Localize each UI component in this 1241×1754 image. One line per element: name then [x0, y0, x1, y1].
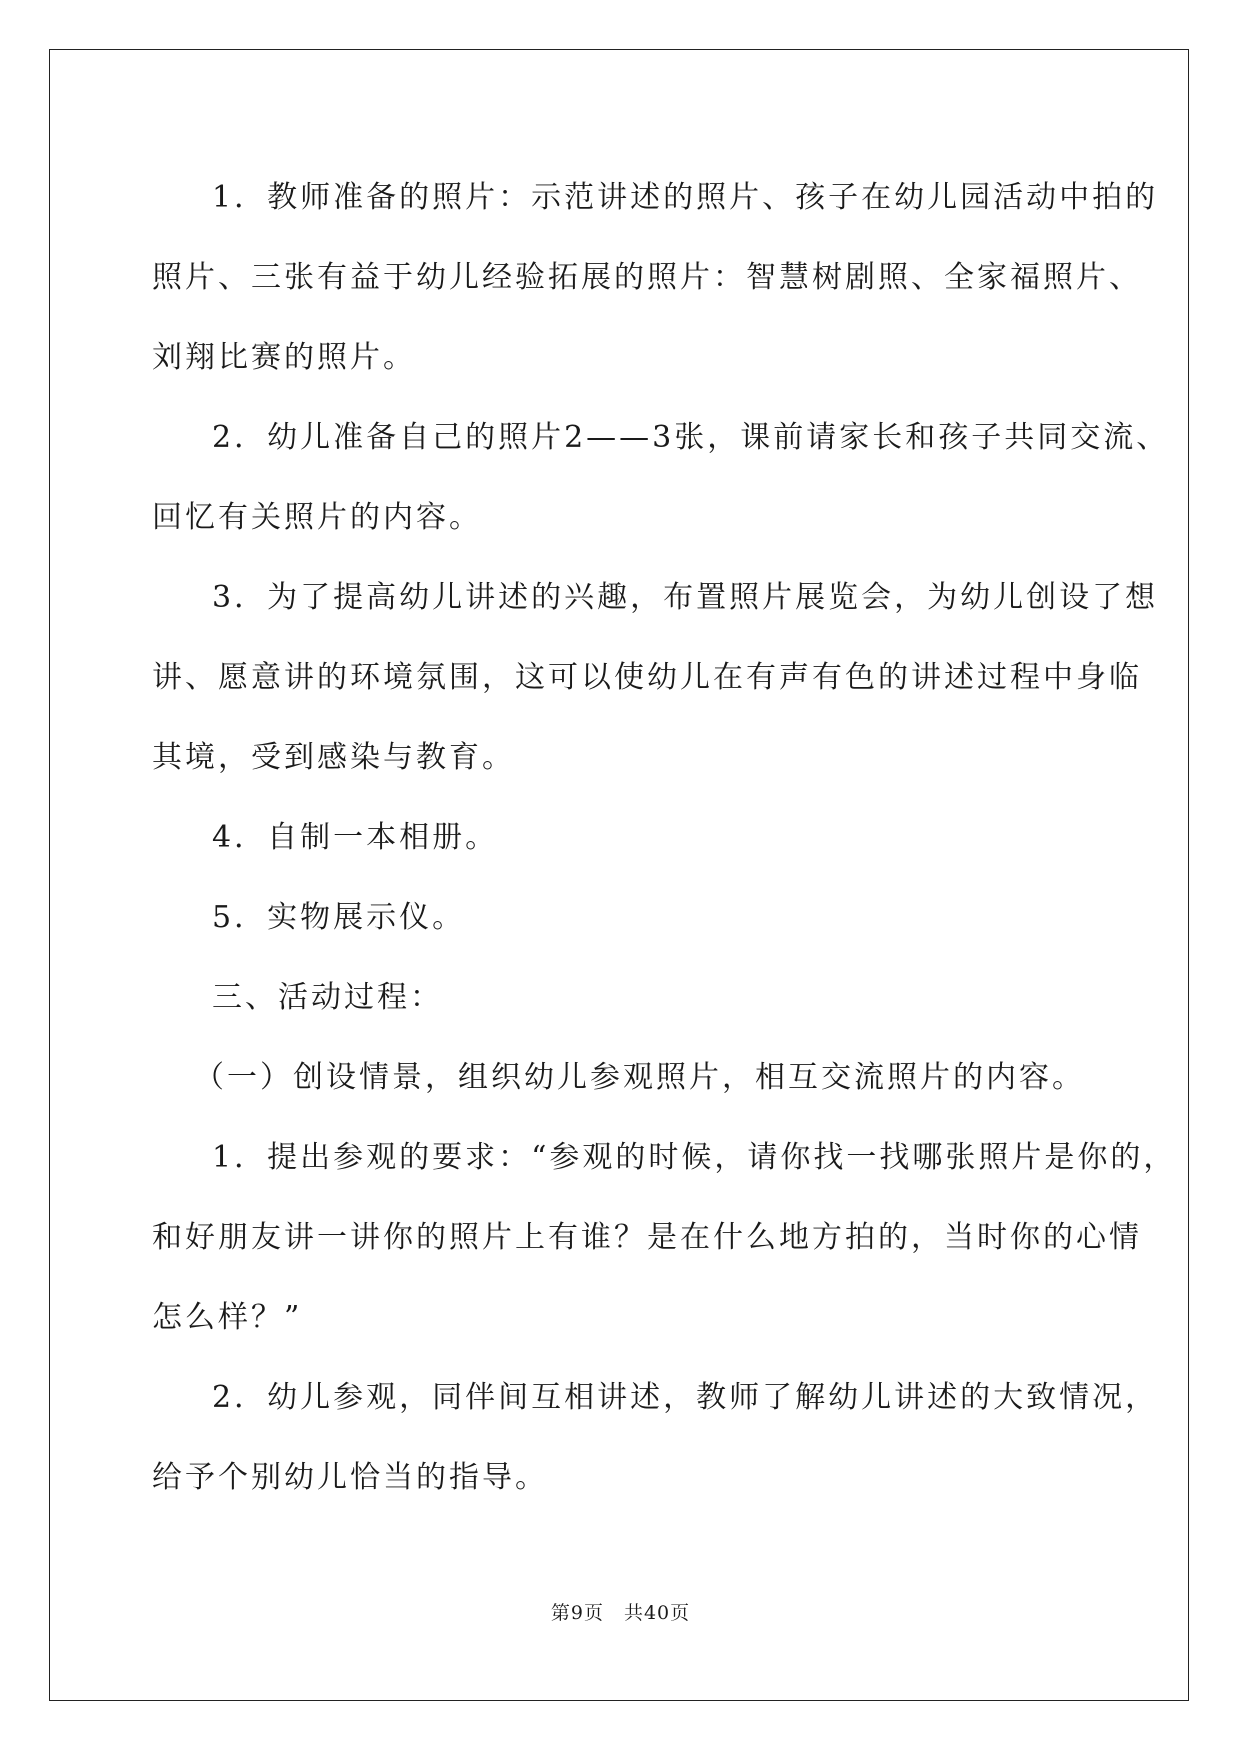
text-line: 1．教师准备的照片：示范讲述的照片、孩子在幼儿园活动中拍的	[212, 180, 1159, 215]
text-line: 刘翔比赛的照片。	[152, 340, 416, 375]
text-line: 照片、三张有益于幼儿经验拓展的照片：智慧树剧照、全家福照片、	[152, 260, 1142, 295]
paragraph	[152, 798, 1092, 878]
text-line: 和好朋友讲一讲你的照片上有谁？是在什么地方拍的，当时你的心情	[152, 1220, 1142, 1255]
text-line: 回忆有关照片的内容。	[152, 500, 482, 535]
text-line: 2．幼儿准备自己的照片2——3张，课前请家长和孩子共同交流、	[212, 420, 1170, 455]
subsection-heading	[152, 1038, 1092, 1118]
paragraph	[152, 1358, 1159, 1518]
text-line: 讲、愿意讲的环境氛围，这可以使幼儿在有声有色的讲述过程中身临	[152, 660, 1142, 695]
document-body	[152, 158, 1177, 1518]
text-line: 2．幼儿参观，同伴间互相讲述，教师了解幼儿讲述的大致情况，	[212, 1380, 1159, 1415]
text-line: 1．提出参观的要求：“参观的时候，请你找一找哪张照片是你的，	[212, 1140, 1177, 1175]
paragraph	[152, 558, 1159, 798]
paragraph	[152, 398, 1170, 558]
text-line: 三、活动过程：	[212, 980, 443, 1015]
paragraph	[152, 878, 1092, 958]
section-heading	[152, 958, 1092, 1038]
text-line: （一）创设情景，组织幼儿参观照片，相互交流照片的内容。	[194, 1060, 1085, 1095]
text-line: 其境，受到感染与教育。	[152, 740, 515, 775]
text-line: 给予个别幼儿恰当的指导。	[152, 1460, 548, 1495]
page-number-footer: 第9页 共40页	[550, 1602, 691, 1624]
text-line: 4．自制一本相册。	[212, 820, 499, 855]
paragraph	[152, 1118, 1177, 1358]
text-line: 怎么样？”	[152, 1300, 303, 1335]
text-line: 5．实物展示仪。	[212, 900, 466, 935]
text-line: 3．为了提高幼儿讲述的兴趣，布置照片展览会，为幼儿创设了想	[212, 580, 1159, 615]
paragraph	[152, 158, 1159, 398]
